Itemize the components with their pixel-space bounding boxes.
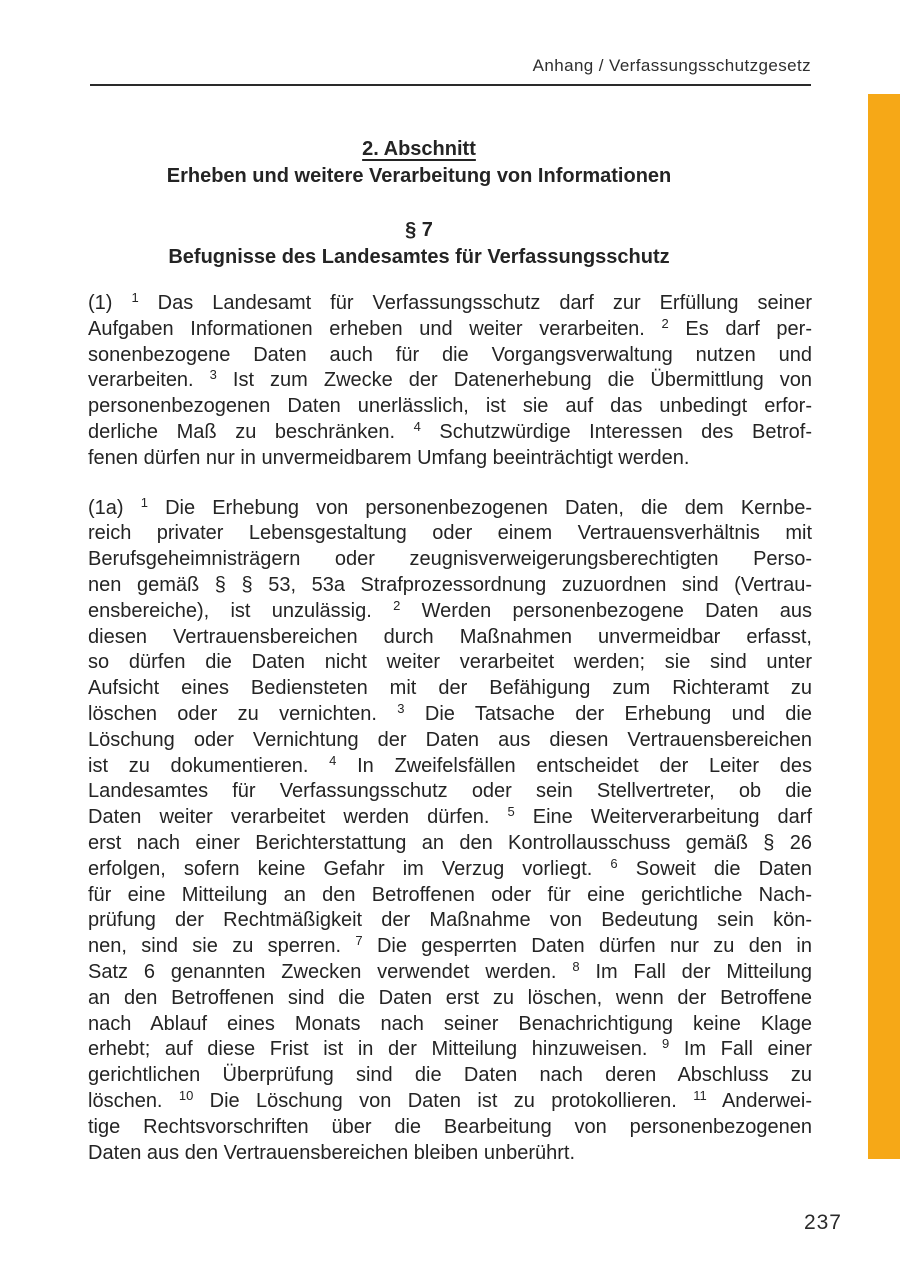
sentence-number: 2 xyxy=(393,597,401,613)
text-line: prüfung der Rechtmäßigkeit der Maßnahme von Bedeutung sein kön- xyxy=(88,909,812,932)
text-line: reich privater Lebensgestaltung oder einem Vertrauensverhältnis mit xyxy=(88,522,812,545)
section-heading: 2. Abschnitt xyxy=(362,138,476,160)
text-line: (1) $^1$ Das Landesamt für Verfassungsschutz darf zur Erfüllung seiner xyxy=(88,290,812,314)
text-line: diesen Vertrauensbereichen durch Maßnahmen unvermeidbar erfasst, xyxy=(88,625,812,648)
sentence-number: 8 xyxy=(572,958,580,974)
text-line: Satz 6 genannten Zwecken verwendet werden. $^8$ Im Fall der Mitteilung xyxy=(88,958,813,983)
text-line: Landesamtes für Verfassungsschutz oder sein Stellvertreter, ob die xyxy=(88,780,812,803)
section-subtitle: Erheben und weitere Verarbeitung von Informationen xyxy=(166,165,672,187)
sentence-number: 4 xyxy=(413,418,421,434)
sentence-number: 11 xyxy=(693,1087,707,1103)
text-line: nach Ablauf eines Monats nach seiner Benachrichtigung keine Klage xyxy=(88,1012,812,1035)
paragraph-1a xyxy=(88,496,812,1167)
text-line: so dürfen die Daten nicht weiter verarbeitet werden; sie sind unter xyxy=(88,651,812,674)
text-line: nen, sind sie zu sperren. $^7$ Die gesperrten Daten dürfen nur zu den in xyxy=(88,933,812,958)
paragraph-1 xyxy=(88,291,812,472)
text-line: fenen dürfen nur in unvermeidbarem Umfang beeinträchtigt werden. xyxy=(88,446,690,469)
sentence-number: 3 xyxy=(397,700,405,716)
headings-block xyxy=(90,136,748,271)
text-line: ensbereiche), ist unzulässig. $^2$ Werden personenbezogene Daten aus xyxy=(88,597,812,622)
text-line: löschen. $^{10}$ Die Löschung von Daten ist zu protokollieren. $^{11}$ Anderwei- xyxy=(88,1087,812,1112)
text-line: gerichtlichen Überprüfung sind die Daten nach deren Abschluss zu xyxy=(88,1064,812,1087)
text-line: tige Rechtsvorschriften über die Bearbeitung von personenbezogenen xyxy=(88,1115,812,1138)
text-line: Aufsicht eines Bediensteten mit der Befähigung zum Richteramt zu xyxy=(88,677,812,700)
sentence-number: 4 xyxy=(329,752,337,768)
text-line: sonenbezogene Daten auch für die Vorgangsverwaltung nutzen und xyxy=(88,343,812,366)
margin-accent-bar xyxy=(868,94,900,1159)
text-line: (1a) $^1$ Die Erhebung von personenbezogenen Daten, die dem Kernbe- xyxy=(88,494,812,519)
header-rule xyxy=(90,84,811,86)
text-line: nen gemäß § § 53, 53a Strafprozessordnung zuzuordnen sind (Vertrau- xyxy=(88,573,812,596)
sentence-number: 9 xyxy=(662,1036,670,1052)
text-line: Daten aus den Vertrauensbereichen bleiben unberührt. xyxy=(88,1141,576,1164)
text-line: Daten weiter verarbeitet werden dürfen. $^5$ Eine Weiterverarbeitung darf xyxy=(88,804,813,829)
running-header: Anhang / Verfassungsschutzgesetz xyxy=(532,56,811,75)
sentence-number: 1 xyxy=(140,494,148,510)
text-line: personenbezogenen Daten unerlässlich, ist sie auf das unbedingt erfor- xyxy=(88,395,812,418)
page-number: 237 xyxy=(803,1211,842,1234)
text-line: Berufsgeheimnisträgern oder zeugnisverweigerungsberechtigten Perso- xyxy=(88,548,812,571)
text-line: verarbeiten. $^3$ Ist zum Zwecke der Datenerhebung die Übermittlung von xyxy=(88,367,812,392)
sentence-number: 6 xyxy=(610,855,618,871)
sentence-number: 1 xyxy=(131,290,139,305)
text-line: Löschung oder Vernichtung der Daten aus diesen Vertrauensbereichen xyxy=(88,728,812,751)
text-line: löschen oder zu vernichten. $^3$ Die Tatsache der Erhebung und die xyxy=(88,700,812,725)
text-line: an den Betroffenen sind die Daten erst zu löschen, wenn der Betroffene xyxy=(88,986,812,1009)
text-line: erfolgen, sofern keine Gefahr im Verzug vorliegt. $^6$ Soweit die Daten xyxy=(88,855,812,880)
text-line: ist zu dokumentieren. $^4$ In Zweifelsfällen entscheidet der Leiter des xyxy=(88,752,812,777)
sentence-number: 10 xyxy=(178,1087,194,1103)
sentence-number: 3 xyxy=(209,367,217,383)
text-line: erst nach einer Berichterstattung an den Kontrollausschuss gemäß § 26 xyxy=(88,831,812,854)
text-line: derliche Maß zu beschränken. $^4$ Schutzwürdige Interessen des Betrof- xyxy=(88,418,813,443)
sentence-number: 2 xyxy=(661,315,669,331)
law-paragraph-number: § 7 xyxy=(405,219,433,241)
sentence-number: 7 xyxy=(355,933,363,949)
text-line: Aufgaben Informationen erheben und weiter verarbeiten. $^2$ Es darf per- xyxy=(88,315,812,340)
sentence-number: 5 xyxy=(507,804,515,820)
text-line: für eine Mitteilung an den Betroffenen oder für eine gerichtliche Nach- xyxy=(88,883,812,906)
text-line: erhebt; auf diese Frist ist in der Mitteilung hinzuweisen. $^9$ Im Fall einer xyxy=(88,1036,812,1061)
statute-body xyxy=(88,291,812,1190)
law-paragraph-title: Befugnisse des Landesamtes für Verfassungsschutz xyxy=(168,246,670,268)
